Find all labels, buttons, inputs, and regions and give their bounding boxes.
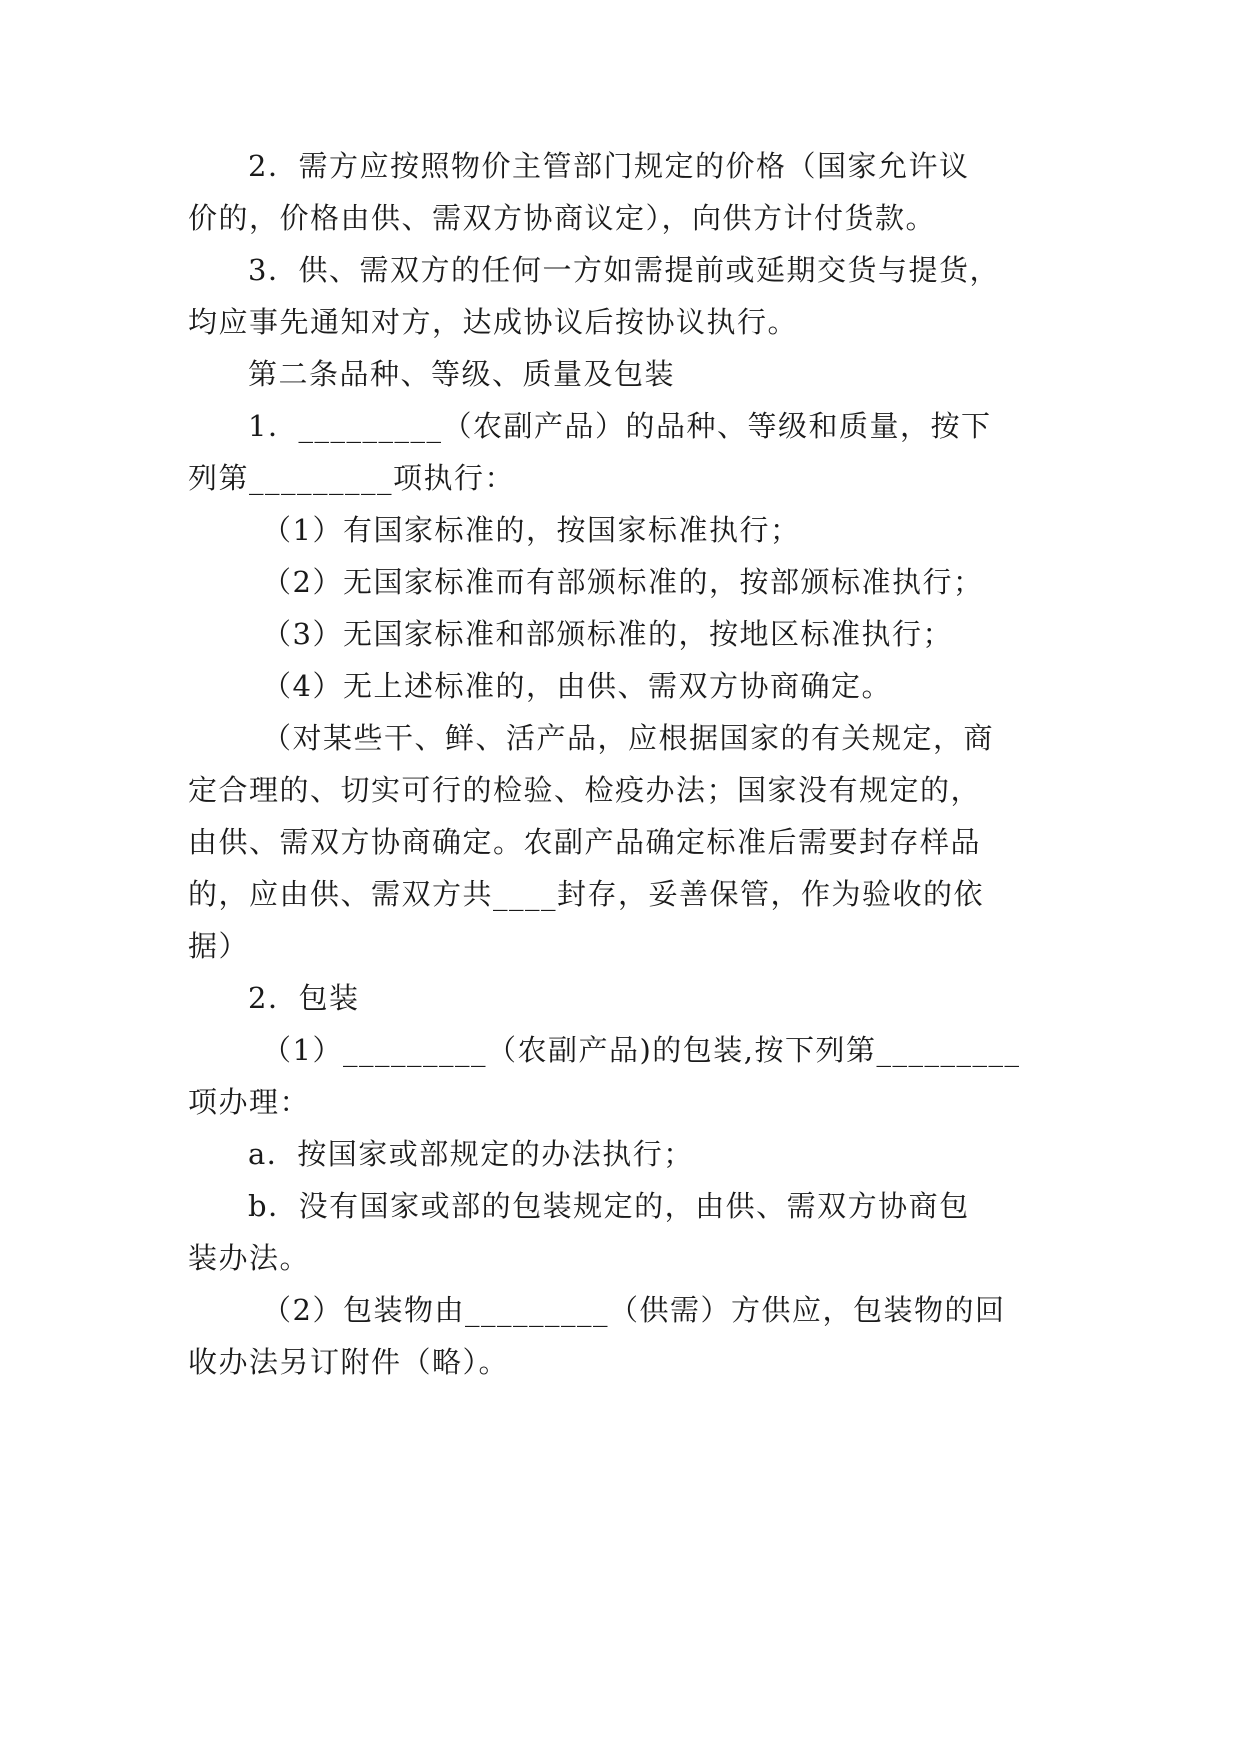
list-item: （1）有国家标准的，按国家标准执行； <box>262 513 801 547</box>
section-heading: 2．包装 <box>248 981 360 1015</box>
paragraph-line: （2）包装物由_________（供需）方供应，包装物的回 <box>262 1293 1006 1327</box>
paragraph-line: 定合理的、切实可行的检验、检疫办法；国家没有规定的， <box>188 773 982 807</box>
list-item: （2）无国家标准而有部颁标准的，按部颁标准执行； <box>262 565 984 599</box>
paragraph-line: 由供、需双方协商确定。农副产品确定标准后需要封存样品 <box>188 825 982 859</box>
list-item: a．按国家或部规定的办法执行； <box>248 1137 694 1171</box>
paragraph-line: （对某些干、鲜、活产品，应根据国家的有关规定，商 <box>262 721 995 755</box>
paragraph-line: 的，应由供、需双方共____封存，妥善保管，作为验收的依 <box>188 877 985 911</box>
paragraph-line: 装办法。 <box>188 1241 311 1275</box>
paragraph-line: 列第_________项执行： <box>188 461 516 495</box>
paragraph-line: 均应事先通知对方，达成协议后按协议执行。 <box>188 305 799 339</box>
list-item: （4）无上述标准的，由供、需双方协商确定。 <box>262 669 892 703</box>
paragraph-line: 据） <box>188 929 250 963</box>
paragraph-line: 项办理： <box>188 1085 311 1119</box>
paragraph-line: （1）_________（农副产品)的包装,按下列第_________ <box>262 1033 1021 1067</box>
paragraph-line: 2．需方应按照物价主管部门规定的价格（国家允许议 <box>248 149 970 183</box>
paragraph-line: 价的，价格由供、需双方协商议定），向供方计付货款。 <box>188 201 937 235</box>
paragraph-line: 3．供、需双方的任何一方如需提前或延期交货与提货， <box>248 253 1000 287</box>
paragraph-line: 1．_________（农副产品）的品种、等级和质量，按下 <box>248 409 992 443</box>
paragraph-line: 收办法另订附件（略）。 <box>188 1345 510 1379</box>
list-item: （3）无国家标准和部颁标准的，按地区标准执行； <box>262 617 953 651</box>
section-heading: 第二条品种、等级、质量及包装 <box>248 357 676 391</box>
list-item: b．没有国家或部的包装规定的，由供、需双方协商包 <box>248 1189 970 1223</box>
